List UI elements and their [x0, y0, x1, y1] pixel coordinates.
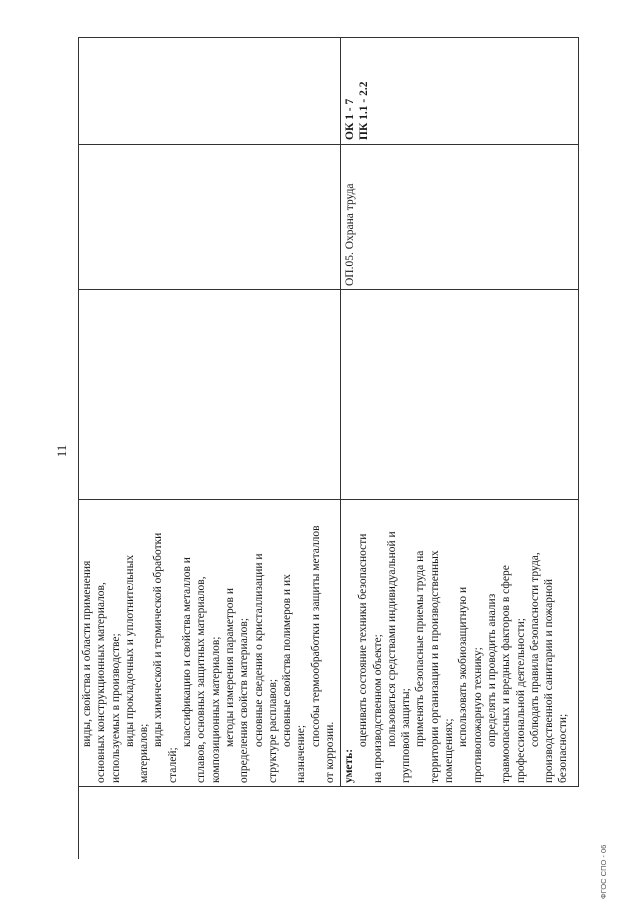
knowledge-line: материалов;: [138, 723, 151, 783]
table-border-bottom: [578, 37, 579, 787]
skills-heading: уметь:: [343, 748, 355, 783]
empty-cell: [78, 38, 340, 145]
knowledge-line: основные сведения о кристаллизации и: [252, 553, 265, 747]
knowledge-line: способы термообработки и защиты металлов: [309, 525, 322, 747]
empty-cell: [78, 290, 340, 500]
knowledge-line: используемых в производстве;: [109, 633, 122, 783]
general-competencies: ОК 1 - 7: [344, 98, 356, 140]
skills-line: пользоваться средствами индивидуальной и: [385, 531, 398, 747]
skills-cell: [340, 500, 578, 787]
rotated-table: [78, 37, 579, 787]
footer-text: ФГОС СПО - 06: [599, 844, 608, 899]
knowledge-line: от коррозии.: [324, 721, 337, 783]
skills-line: противопожарную технику;: [471, 647, 484, 783]
knowledge-line: классификацию и свойства металлов и: [181, 557, 194, 747]
skills-line: определять и проводить анализ: [485, 593, 498, 747]
knowledge-line: виды, свойства и области применения: [81, 560, 93, 747]
skills-line: оценивать состояние техники безопасности: [357, 533, 370, 747]
competencies-cell: [340, 38, 578, 145]
knowledge-line: структуре расплавов;: [266, 678, 279, 783]
discipline-name: ОП.05. Охрана труда: [344, 183, 356, 286]
knowledge-line: сплавов, основных защитных материалов,: [195, 576, 208, 783]
knowledge-line: назначение;: [295, 724, 308, 783]
knowledge-line: виды химической и термической обработки: [152, 532, 165, 747]
skills-line: групповой защиты;: [400, 688, 413, 783]
knowledge-line: виды прокладочных и уплотнительных: [123, 554, 136, 747]
skills-line: безопасности;: [557, 713, 570, 783]
knowledge-line: определения свойств материалов;: [238, 617, 251, 783]
skills-line: соблюдать правила безопасности труда,: [528, 552, 541, 747]
knowledge-line: сталей;: [166, 747, 179, 783]
skills-line: помещениях;: [443, 718, 456, 783]
skills-line: травмоопасных и вредных факторов в сфере: [500, 565, 513, 783]
skills-line: профессиональной деятельности;: [514, 618, 527, 783]
skills-line: применять безопасные приемы труда на: [414, 550, 427, 747]
knowledge-line: основные свойства полимеров и их: [281, 574, 294, 747]
knowledge-line: композиционных материалов;: [209, 636, 222, 783]
knowledge-line: основных конструкционных материалов,: [95, 582, 108, 783]
skills-line: территории организации и в производственных: [428, 550, 441, 783]
skills-line: использовать экобиозащитную и: [457, 586, 470, 747]
professional-competencies: ПК 1.1 - 2.2: [358, 81, 371, 140]
discipline-cell: [340, 145, 578, 290]
skills-line: производственной санитарии и пожарной: [543, 578, 556, 783]
empty-cell: [340, 290, 578, 500]
skills-line: на производственном объекте;: [371, 634, 384, 783]
knowledge-cell: [78, 500, 340, 787]
page-number: 11: [54, 444, 69, 458]
empty-cell: [78, 145, 340, 290]
knowledge-line: методы измерения параметров и: [223, 588, 236, 747]
